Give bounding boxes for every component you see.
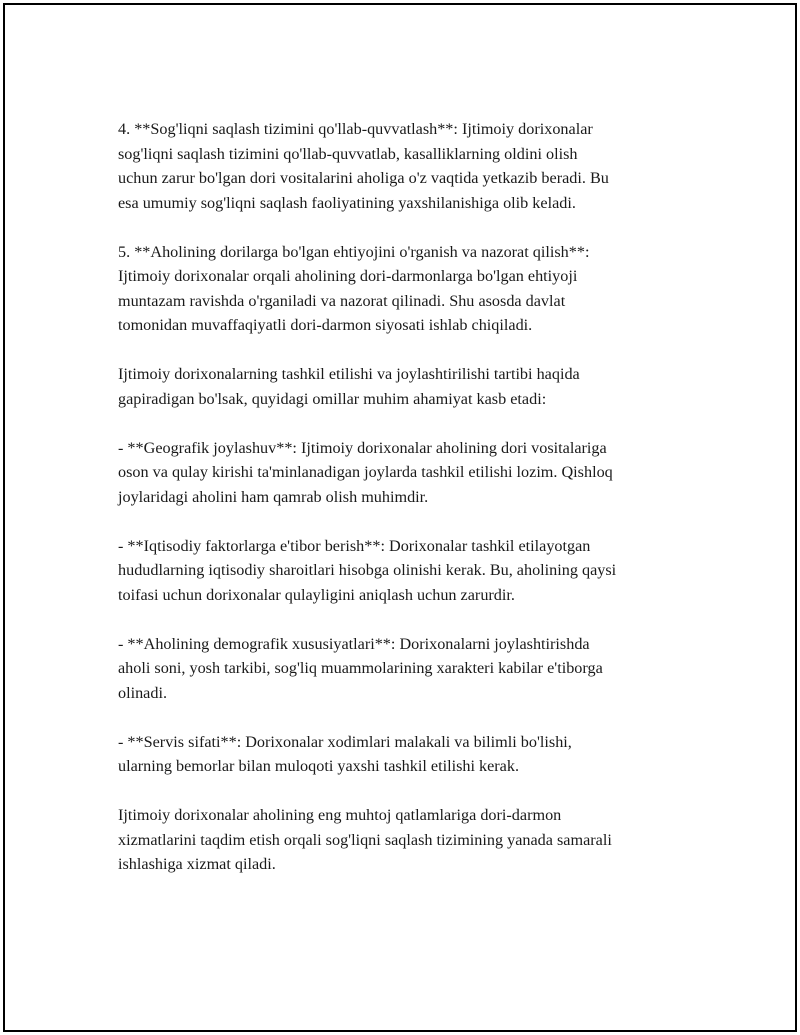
list-item-economic-factors: - **Iqtisodiy faktorlarga e'tibor berish**: Dorixonalar tashkil etilayotgan hududlarning iqtisodiy sharoitlari hisobga olinishi kerak. Bu, aholining qaysi toifasi uchun dorixonalar qulayligini aniqlash uchun zarurdir.: [118, 536, 617, 604]
paragraph-organization-intro: Ijtimoiy dorixonalarning tashkil etilishi va joylashtirilishi tartibi haqida gapiradigan bo'lsak, quyidagi omillar muhim ahamiyat kasb etadi:: [118, 365, 580, 408]
list-item-demographic-features: - **Aholining demografik xususiyatlari**: Dorixonalarni joylashtirishda aholi soni, yosh tarkibi, sog'liq muammolarining xarakteri kabilar e'tiborga olinadi.: [118, 634, 603, 702]
paragraph-healthcare-support: 4. **Sog'liqni saqlash tizimini qo'llab-quvvatlash**: Ijtimoiy dorixonalar sog'liqni saqlash tizimini qo'llab-quvvatlab, kasalliklarning oldini olish uchun zarur bo'lgan dori vositalarini aholiga o'z vaqtida yetkazib beradi. Bu esa umumiy sog'liqni saqlash faoliyatining yaxshilanishiga olib keladi.: [118, 120, 609, 212]
document-body: [118, 117, 688, 901]
list-item-geographic-location: - **Geografik joylashuv**: Ijtimoiy dorixonalar aholining dori vositalariga oson va qulay kirishi ta'minlanadigan joylarda tashkil etilishi lozim. Qishloq joylaridagi aholini ham qamrab olish muhimdir.: [118, 438, 613, 506]
list-item-service-quality: - **Servis sifati**: Dorixonalar xodimlari malakali va bilimli bo'lishi, ularning bemorlar bilan muloqoti yaxshi tashkil etilishi kerak.: [118, 732, 572, 775]
paragraph-needs-monitoring: 5. **Aholining dorilarga bo'lgan ehtiyojini o'rganish va nazorat qilish**: Ijtimoiy dorixonalar orqali aholining dori-darmonlarga bo'lgan ehtiyoji muntazam ravishda o'rganiladi va nazorat qilinadi. Shu asosda davlat tomonidan muvaffaqiyatli dori-darmon siyosati ishlab chiqiladi.: [118, 242, 590, 334]
paragraph-conclusion: Ijtimoiy dorixonalar aholining eng muhtoj qatlamlariga dori-darmon xizmatlarini taqdim etish orqali sog'liqni saqlash tizimining yanada samarali ishlashiga xizmat qiladi.: [118, 806, 612, 873]
